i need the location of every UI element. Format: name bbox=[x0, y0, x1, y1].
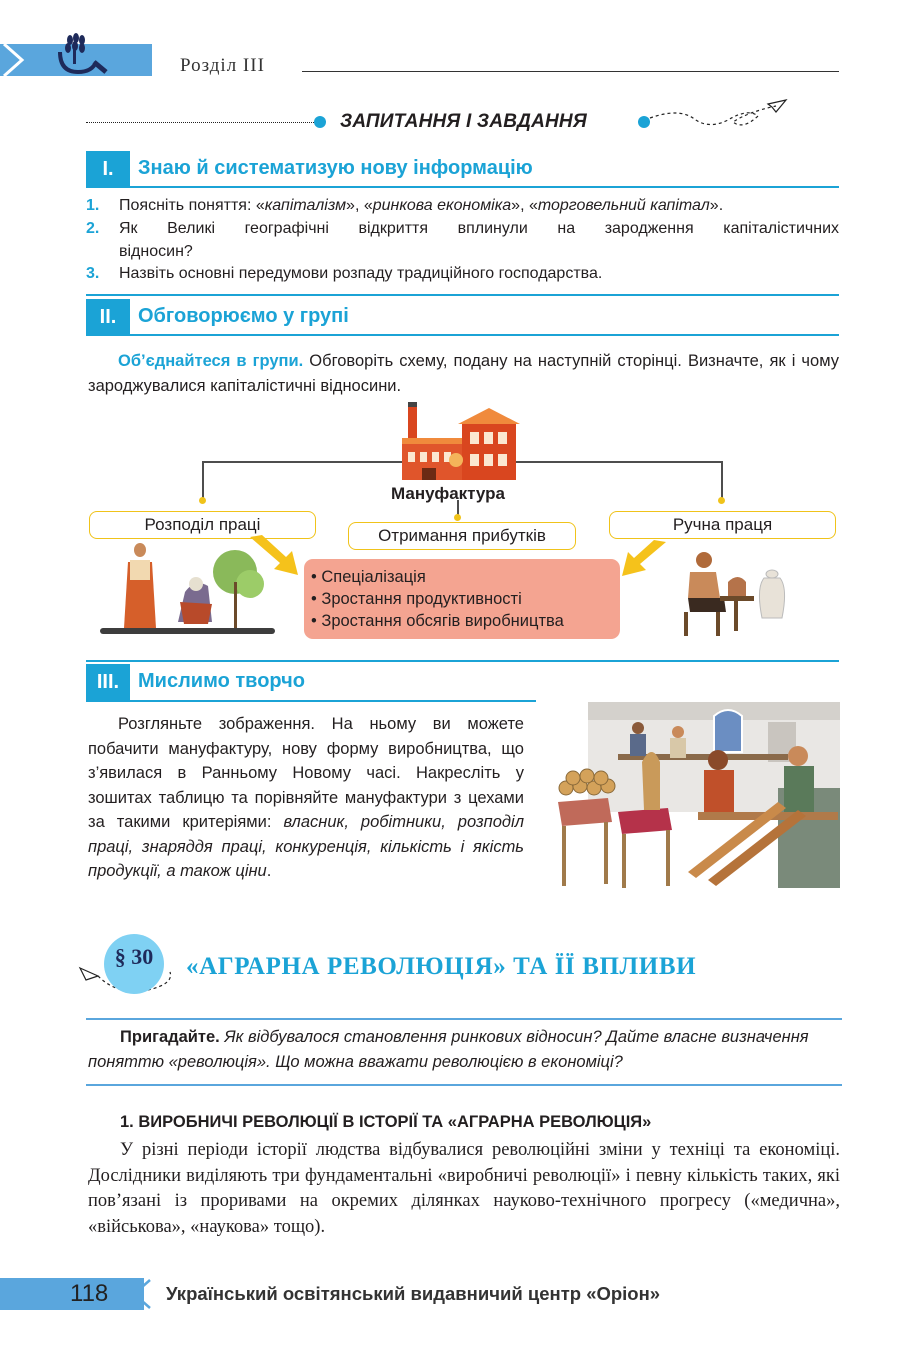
result-bullet-1: • Спеціалізація bbox=[311, 568, 426, 586]
section-iii-rule bbox=[86, 700, 536, 702]
chevron-left-icon bbox=[128, 1278, 152, 1310]
section-i-badge: I. bbox=[86, 151, 130, 187]
q2-number: 2. bbox=[86, 220, 100, 237]
manufactory-illustration bbox=[548, 702, 840, 894]
result-bullet-2: • Зростання продуктивності bbox=[311, 590, 522, 608]
arrow-icon bbox=[620, 540, 668, 578]
section-ii-top-rule bbox=[86, 294, 839, 296]
remember-top-rule bbox=[86, 1018, 842, 1020]
section-iii-badge: III. bbox=[86, 664, 130, 700]
scheme-right-box: Ручна праця bbox=[609, 511, 836, 539]
scheme-connector bbox=[721, 461, 723, 499]
header-rule bbox=[302, 71, 839, 72]
section-iii-title: Мислимо творчо bbox=[138, 670, 305, 692]
section-ii-text: Об’єднайтеся в групи. Обговоріть схему, подану на наступній сторінці. Визначте, як і чому зароджувалися капіталістичні відносини. bbox=[88, 352, 839, 395]
section-iii-text: Розгляньте зображення. На ньому ви можете побачити мануфактуру, нову форму виробництва, що з’явилася в Ранньому Новому часі. Накресліть у зошитах таблицю та порівняйте мануфактури з цехами за такими критеріями: власник, робітники, розподіл праці, знаряддя праці, конкуренція, кількість і якість продукції, а також ціни. bbox=[88, 715, 524, 880]
section-label: Розділ III bbox=[180, 55, 265, 76]
paragraph-title: «АГРАРНА РЕВОЛЮЦІЯ» ТА ЇЇ ВПЛИВИ bbox=[186, 953, 697, 980]
section-iii-top-rule bbox=[86, 660, 839, 662]
section-ii-title: Обговорюємо у групі bbox=[138, 305, 349, 327]
section-i-rule bbox=[86, 186, 839, 188]
connector-dot bbox=[199, 497, 206, 504]
paper-plane-icon bbox=[648, 98, 788, 138]
scheme-center-label: Мануфактура bbox=[391, 484, 505, 503]
scheme-connector bbox=[202, 461, 204, 499]
wheat-sickle-logo-icon bbox=[56, 32, 110, 78]
connector-dot bbox=[454, 514, 461, 521]
page-number: 118 bbox=[70, 1280, 109, 1307]
body-text: У різні періоди історії людства відбувалися революційні зміни у техніці та економіці. Дослідники виділяють три фундаментальні «виробничі революції» і певну кількість таких, які пов’язані із проривами на окремих ділянках науково-технічного прогресу («медична», «військова», «наукова» тощо). bbox=[88, 1140, 840, 1237]
q1-text: Поясніть поняття: «капіталізм», «ринкова економіка», «торговельний капітал». bbox=[119, 197, 724, 214]
potter-illustration bbox=[676, 548, 788, 638]
peasants-illustration bbox=[100, 542, 275, 638]
q1-number: 1. bbox=[86, 197, 100, 214]
dot-marker bbox=[314, 116, 326, 128]
scheme-middle-box: Отримання прибутків bbox=[348, 522, 576, 550]
q3-number: 3. bbox=[86, 265, 100, 282]
questions-title: ЗАПИТАННЯ І ЗАВДАННЯ bbox=[340, 111, 587, 132]
section-i-title: Знаю й систематизую нову інформацію bbox=[138, 157, 533, 179]
section-ii-badge: II. bbox=[86, 299, 130, 335]
result-bullet-3: • Зростання обсягів виробництва bbox=[311, 612, 564, 630]
factory-icon bbox=[398, 402, 520, 482]
connector-dot bbox=[718, 497, 725, 504]
q2-text-line1: Як Великі географічні відкриття вплинули на зародження капіталістичних bbox=[119, 220, 839, 237]
paragraph-number: § 30 bbox=[114, 944, 154, 969]
q3-text: Назвіть основні передумови розпаду традиційного господарства. bbox=[119, 265, 603, 282]
scheme-left-box: Розподіл праці bbox=[89, 511, 316, 539]
dotted-rule bbox=[86, 122, 316, 123]
section-ii-rule bbox=[86, 334, 839, 336]
publisher-name: Український освітянський видавничий центр «Оріон» bbox=[166, 1283, 661, 1304]
subsection-heading: 1. ВИРОБНИЧІ РЕВОЛЮЦІЇ В ІСТОРІЇ ТА «АГРАРНА РЕВОЛЮЦІЯ» bbox=[120, 1113, 652, 1131]
chevron-right-icon bbox=[0, 42, 32, 78]
remember-text: Пригадайте. Як відбувалося становлення ринкових відносин? Дайте власне визначення поняттю «революція». Що можна вважати революцією в економіці? bbox=[88, 1028, 809, 1071]
remember-bottom-rule bbox=[86, 1084, 842, 1086]
q2-text-line2: відносин? bbox=[119, 243, 193, 260]
